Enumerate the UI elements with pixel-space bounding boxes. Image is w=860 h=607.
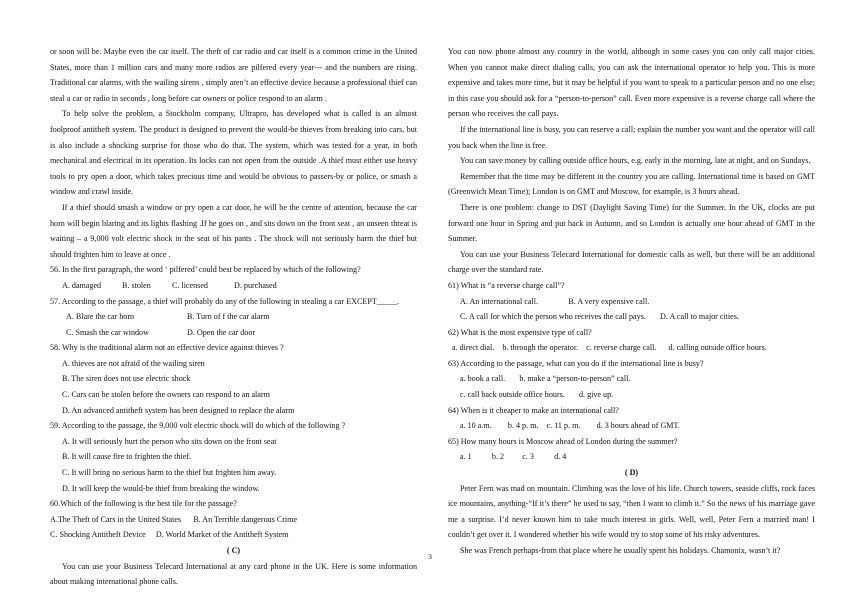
question-61-options-ab: A. An international call. B. A very expensive call. <box>460 296 650 306</box>
option-a: A. Blare the car horn <box>66 312 135 322</box>
question-58-option-a: A. thieves are not afraid of the wailing siren <box>62 358 205 368</box>
question-59-option-c: C. It will bring no serious harm to the thief but frighten him away. <box>62 468 277 478</box>
question-60-options-ab: A.The Theft of Cars in the United States B. An Terrible dangerous Crime <box>50 514 298 524</box>
question-64-options: a. 10 a.m. b. 4 p. m. c. 11 p. m. d. 3 hours ahead of GMT. <box>460 421 680 431</box>
passage-c-paragraph-6: There is one problem: change to DST (Daylight Saving Time) for the Summer. In the UK, clocks are put forward one hour in Spring and put back in Autumn, and so London is actually one hour ahead of GMT in the Summer. <box>448 202 815 244</box>
question-59-option-a: A. It will seriously hurt the person who sits down on the front seat <box>62 436 277 446</box>
passage-c-paragraph-2: You can now phone almost any country in the world, although in some cases you can only call major cities. When you cannot make direct dialing calls, you can ask the international operator to help you. This is more expensive and takes more time, but it may be helpful if you want to speak to a particular person and no one else; in this case you should ask for a “person-to-person” call. Even more expensive is a reverse charge call where the person who receives the call pays. <box>448 47 815 119</box>
question-61-options-cd: C. A call for which the person who receives the call pays. D. A call to major cities. <box>460 312 739 322</box>
question-63: 63) According to the passage, what can you do if the international line is busy? <box>448 358 704 368</box>
option-b: B. stolen <box>122 280 151 290</box>
question-60: 60.Which of the following is the best tile for the passage? <box>50 499 237 509</box>
passage-c-paragraph-7: You can use your Business Telecard International for domestic calls as well, but there will be an additional charge over the standard rate. <box>448 249 815 275</box>
question-59-option-d: D. It will keep the would-be thief from breaking the window. <box>62 483 260 493</box>
question-62-options: a. direct dial. b. through the operator. c. reverse charge call. d. calling outside office hours. <box>452 343 767 353</box>
option-d: D. purchased <box>234 280 277 290</box>
question-59-option-b: B. It will cause fire to frighten the thief. <box>62 452 192 462</box>
question-58-option-b: B. The siren does not use electric shock <box>62 374 191 384</box>
section-d-heading: ( D) <box>624 468 639 478</box>
option-b: B. Turn of f the car alarm <box>187 312 270 322</box>
question-65-options: a. 1 b. 2 c. 3 d. 4 <box>460 452 567 462</box>
question-61: 61) What is “a reverse charge call”? <box>448 280 565 290</box>
question-58-option-c: C. Cars can be stolen before the owners can respond to an alarm <box>62 390 270 400</box>
passage-d-paragraph-2: She was French perhaps-from that place where he usually spent his holidays. Chamonix, wasn’t it? <box>460 546 781 555</box>
question-62: 62) What is the most expensive type of call? <box>448 327 592 337</box>
right-column <box>448 44 815 559</box>
option-c: C. licensed <box>172 280 208 290</box>
passage-b-paragraph-3: If a thief should smash a window or pry open a car door, he will be the centre of attention, because the car horn will begin blaring and its lights flashing .If he goes on , and sits down on the front seat , an unseen threat is waiting – a 9,000 volt electric shock in the seat of his pants . The shock will not seriously harm the thief but should frighten him to leave at once . <box>50 202 417 259</box>
section-c-heading: ( C) <box>226 546 241 555</box>
passage-c-paragraph-5: Remember that the time may be different in the country you are calling. International time is based on GMT (Greenwich Mean Time); London is on GMT and Moscow, for example, is 3 hours ahead. <box>448 171 815 197</box>
passage-c-paragraph-3: If the international line is busy, you can reserve a call; explain the number you want and the operator will call you back when the line is free. <box>448 124 815 150</box>
option-d: D. Open the car door <box>187 327 256 337</box>
question-57-options-cd <box>50 325 417 341</box>
page-number: 3 <box>428 552 432 561</box>
question-56: 56. In the first paragraph, the word ‘ pilfered’ could best be replaced by which of the following? <box>50 265 361 275</box>
left-column <box>50 44 417 590</box>
passage-b-paragraph-1: or soon will be. Maybe even the car itself. The theft of car radio and car itself is a common crime in the United States, more than 1 million cars and many more radios are pilfered every year--- and the numbers are rising. Traditional car alarms, with the wailing sirens , simply aren’t an effective device because a professional thief can steal a car or radio in seconds , long before car owners or police respond to an alarm . <box>50 47 417 103</box>
question-57-options-ab <box>50 309 417 325</box>
passage-c-paragraph-4: You can save money by calling outside office hours, e.g. early in the morning, late at night, and on Sundays. <box>460 156 811 166</box>
question-58-option-d: D. An advanced antitheft system has been designed to replace the alarm <box>62 405 295 415</box>
question-63-options-ab: a. book a call. b. make a “person-to-person” call. <box>460 374 631 384</box>
question-58: 58. Why is the traditional alarm not an effective device against thieves ? <box>50 343 284 353</box>
question-59: 59. According to the passage, the 9,000 volt electric shock will do which of the following ? <box>50 421 346 431</box>
question-56-options <box>50 278 417 294</box>
option-c: C. Smash the car window <box>66 327 149 337</box>
passage-b-paragraph-2: To help solve the problem, a Stockholm company, Ultrapro, has developed what is called is an almost foolproof antitheft system. The product is designed to prevent the would-be thieves from breaking into cars, but is also include a shocking surprise for those who do that. The system, which was tested for a year, in both mechanical and electrical in its operation. Its locks can not open from the outside .A thief must either use heavy tools to pry open a door, which takes precious time and would be obvious to passers-by or police, or smash a window and crawl inside. <box>50 109 417 197</box>
passage-c-paragraph-1: You can use your Business Telecard International at any card phone in the UK. Here is some information about making international phone calls. <box>50 561 417 587</box>
question-57: 57. According to the passage, a thief will probably do any of the following in stealing a car EXCEPT_____. <box>50 296 400 306</box>
question-64: 64) When is it cheaper to make an international call? <box>448 405 619 415</box>
question-60-options-cd: C. Shocking Antitheft Device D. World Market of the Antitheft System <box>50 530 289 540</box>
option-a: A. damaged <box>62 280 102 290</box>
question-63-options-cd: c. call back outside office hours. d. give up. <box>460 390 614 400</box>
question-65: 65) How many hours is Moscow ahead of London during the summer? <box>448 436 678 446</box>
passage-d-paragraph-1: Peter Fern was mad on mountain. Climbing was the love of his life. Church towers, seaside cliffs, rock faces ice mountains, anything-“If it’s there” he used to say, “then I want to climb it.” So the news of his marriage gave me a surprise. I’d never known him to take much interest in girls. Well, well, Peter Fern a married man! I couldn’t get over it. I wondered whether his wife would try to stop some of his risky adventures. <box>448 483 815 540</box>
